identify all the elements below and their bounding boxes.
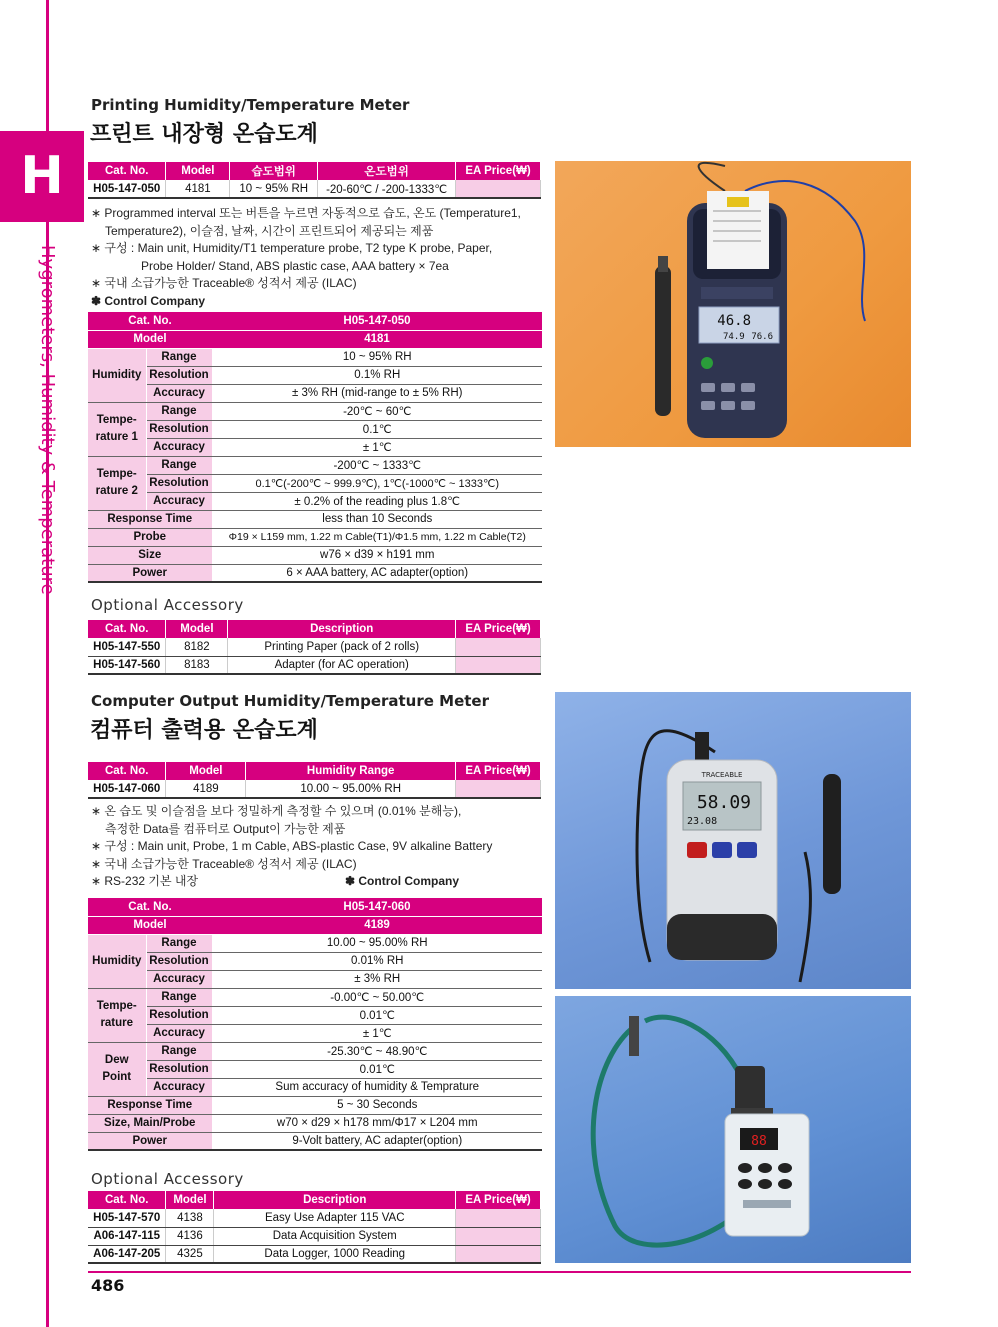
col-header: Description	[228, 620, 456, 638]
note-line: ∗ Programmed interval 또는 버튼을 누르면 자동적으로 습도, 온도 (Temperature1,	[91, 206, 521, 220]
spec-group: Tempe-rature 2	[88, 456, 146, 510]
cat-no-cell: H05-147-060	[88, 780, 166, 798]
cat-no-cell: H05-147-570	[88, 1209, 166, 1227]
section2-optional-table	[88, 1191, 541, 1264]
spec-value: ± 0.2% of the reading plus 1.8℃	[212, 492, 542, 510]
section1-title-ko: 프린트 내장형 온습도계	[90, 122, 318, 147]
humidity-range-cell: 10.00 ~ 95.00% RH	[246, 780, 456, 798]
spec-value: w70 × d29 × h178 mm/Φ17 × L204 mm	[212, 1114, 542, 1132]
svg-text:76.6: 76.6	[751, 332, 773, 342]
spec-value: H05-147-060	[212, 898, 542, 916]
model-cell: 4189	[166, 780, 246, 798]
spec-sublabel: Resolution	[146, 474, 212, 492]
price-cell	[456, 638, 541, 656]
spec-value: 4181	[212, 330, 542, 348]
spec-value: 0.1% RH	[212, 366, 542, 384]
description-cell: Data Logger, 1000 Reading	[214, 1245, 456, 1263]
spec-group: Tempe-rature	[88, 988, 146, 1042]
description-cell: Printing Paper (pack of 2 rolls)	[228, 638, 456, 656]
product-photo-rs232-device	[555, 996, 911, 1263]
section1-title-en: Printing Humidity/Temperature Meter	[91, 96, 410, 114]
rs232-device-illustration	[555, 996, 911, 1263]
spec-value: Sum accuracy of humidity & Temprature	[212, 1078, 542, 1096]
table-row	[88, 1209, 541, 1227]
cat-no-cell: H05-147-050	[88, 180, 166, 198]
col-header: Humidity Range	[246, 762, 456, 780]
col-header: Model	[166, 620, 228, 638]
spec-value: 10.00 ~ 95.00% RH	[212, 934, 542, 952]
price-cell	[456, 780, 541, 798]
humidity-range-cell: 10 ~ 95% RH	[230, 180, 318, 198]
col-header: Description	[214, 1191, 456, 1209]
spec-label: Model	[88, 330, 212, 348]
description-cell: Easy Use Adapter 115 VAC	[214, 1209, 456, 1227]
col-header: Model	[166, 1191, 214, 1209]
spec-group: Humidity	[88, 348, 146, 402]
svg-text:TRACEABLE: TRACEABLE	[701, 771, 743, 779]
section2-title-ko: 컴퓨터 출력용 온습도계	[90, 718, 318, 743]
col-header: EA Price(₩)	[456, 620, 541, 638]
section2-price-table	[88, 762, 541, 799]
note-line: ∗ 국내 소급가능한 Traceable® 성적서 제공 (ILAC)	[91, 856, 357, 871]
vertical-section-title: Hygrometers, Humidity & Temperature	[37, 245, 58, 595]
spec-sublabel: Range	[146, 988, 212, 1006]
section2-title-en: Computer Output Humidity/Temperature Meter	[91, 692, 489, 710]
note-line: ∗ 구성 : Main unit, Probe, 1 m Cable, ABS-plastic Case, 9V alkaline Battery	[91, 839, 493, 853]
section-tab-letter: H	[0, 131, 84, 222]
spec-value: 10 ~ 95% RH	[212, 348, 542, 366]
computer-meter-illustration	[555, 692, 911, 989]
spec-group: Humidity	[88, 934, 146, 988]
spec-label: Probe	[88, 528, 212, 546]
table-row	[88, 638, 541, 656]
spec-value: -25.30℃ ~ 48.90℃	[212, 1042, 542, 1060]
table-row	[88, 180, 541, 198]
spec-value: less than 10 Seconds	[212, 510, 542, 528]
spec-sublabel: Accuracy	[146, 438, 212, 456]
spec-label: Response Time	[88, 510, 212, 528]
temperature-range-cell: -20-60℃ / -200-1333℃	[318, 180, 456, 198]
brand-note: ✽ Control Company	[91, 293, 206, 308]
brand-note: ✽ Control Company	[345, 874, 460, 888]
spec-value: Φ19 × L159 mm, 1.22 m Cable(T1)/Φ1.5 mm, 1.22 m Cable(T2)	[212, 528, 542, 546]
model-cell: 8182	[166, 638, 228, 656]
spec-label: Cat. No.	[88, 312, 212, 330]
spec-sublabel: Range	[146, 402, 212, 420]
section1-spec-table	[88, 312, 542, 583]
note-line: ∗ 구성 : Main unit, Humidity/T1 temperature probe, T2 type K probe, Paper,	[91, 241, 493, 255]
product-photo-computer-meter	[555, 692, 911, 989]
spec-sublabel: Range	[146, 348, 212, 366]
note-line: ∗ 국내 소급가능한 Traceable® 성적서 제공 (ILAC)	[91, 276, 357, 290]
price-cell	[456, 180, 541, 198]
col-header: EA Price(₩)	[456, 162, 541, 180]
section1-optional-title: Optional Accessory	[91, 596, 244, 614]
spec-label: Cat. No.	[88, 898, 212, 916]
spec-value: 0.01℃	[212, 1060, 542, 1078]
col-header: Cat. No.	[88, 762, 166, 780]
spec-sublabel: Resolution	[146, 420, 212, 438]
model-cell: 8183	[166, 656, 228, 674]
printing-meter-illustration	[555, 161, 911, 447]
spec-value: ± 1℃	[212, 438, 542, 456]
spec-value: ± 3% RH (mid-range to ± 5% RH)	[212, 384, 542, 402]
spec-value: 0.01℃	[212, 1006, 542, 1024]
footer-rule	[88, 1271, 911, 1273]
spec-sublabel: Accuracy	[146, 384, 212, 402]
spec-sublabel: Range	[146, 456, 212, 474]
spec-value: 0.1℃	[212, 420, 542, 438]
spec-label: Power	[88, 1132, 212, 1150]
svg-text:46.8: 46.8	[717, 313, 751, 329]
col-header: EA Price(₩)	[456, 762, 541, 780]
price-cell	[456, 1245, 541, 1263]
spec-value: 0.01% RH	[212, 952, 542, 970]
spec-value: -20℃ ~ 60℃	[212, 402, 542, 420]
spec-sublabel: Resolution	[146, 1006, 212, 1024]
model-cell: 4136	[166, 1227, 214, 1245]
spec-sublabel: Accuracy	[146, 492, 212, 510]
spec-sublabel: Resolution	[146, 952, 212, 970]
price-cell	[456, 1209, 541, 1227]
spec-label: Size	[88, 546, 212, 564]
spec-value: -0.00℃ ~ 50.00℃	[212, 988, 542, 1006]
cat-no-cell: A06-147-205	[88, 1245, 166, 1263]
spec-value: 0.1℃(-200℃ ~ 999.9℃), 1℃(-1000℃ ~ 1333℃)	[212, 474, 542, 492]
spec-label: Response Time	[88, 1096, 212, 1114]
col-header: Model	[166, 162, 230, 180]
col-header: Cat. No.	[88, 1191, 166, 1209]
note-line: ∗ RS-232 기본 내장	[91, 874, 199, 888]
description-cell: Adapter (for AC operation)	[228, 656, 456, 674]
spec-sublabel: Accuracy	[146, 970, 212, 988]
section1-notes	[91, 205, 521, 310]
table-row	[88, 780, 541, 798]
col-header: Cat. No.	[88, 620, 166, 638]
spec-group: Dew Point	[88, 1042, 146, 1096]
model-cell: 4138	[166, 1209, 214, 1227]
section2-spec-table	[88, 898, 542, 1151]
spec-value: w76 × d39 × h191 mm	[212, 546, 542, 564]
note-line: Probe Holder/ Stand, ABS plastic case, AAA battery × 7ea	[141, 258, 449, 273]
spec-sublabel: Resolution	[146, 1060, 212, 1078]
spec-label: Power	[88, 564, 212, 582]
spec-label: Size, Main/Probe	[88, 1114, 212, 1132]
price-cell	[456, 656, 541, 674]
svg-text:88: 88	[751, 1134, 767, 1149]
spec-value: ± 1℃	[212, 1024, 542, 1042]
col-header: 습도범위	[230, 162, 318, 180]
section1-price-table	[88, 162, 541, 199]
spec-value: 4189	[212, 916, 542, 934]
spec-value: H05-147-050	[212, 312, 542, 330]
description-cell: Data Acquisition System	[214, 1227, 456, 1245]
spec-value: 9-Volt battery, AC adapter(option)	[212, 1132, 542, 1150]
svg-text:23.08: 23.08	[687, 816, 718, 827]
cat-no-cell: H05-147-560	[88, 656, 166, 674]
svg-text:58.09: 58.09	[696, 792, 751, 813]
table-row	[88, 656, 541, 674]
product-photo-printing-meter	[555, 161, 911, 447]
section2-optional-title: Optional Accessory	[91, 1170, 244, 1188]
spec-sublabel: Resolution	[146, 366, 212, 384]
col-header: 온도범위	[318, 162, 456, 180]
col-header: EA Price(₩)	[456, 1191, 541, 1209]
col-header: Cat. No.	[88, 162, 166, 180]
cat-no-cell: A06-147-115	[88, 1227, 166, 1245]
spec-sublabel: Range	[146, 1042, 212, 1060]
note-line: ∗ 온 습도 및 이슬점을 보다 정밀하게 측정할 수 있으며 (0.01% 분해능),	[91, 804, 462, 818]
spec-value: 5 ~ 30 Seconds	[212, 1096, 542, 1114]
model-cell: 4181	[166, 180, 230, 198]
section1-optional-table	[88, 620, 541, 675]
spec-sublabel: Accuracy	[146, 1078, 212, 1096]
table-row	[88, 1227, 541, 1245]
spec-value: -200℃ ~ 1333℃	[212, 456, 542, 474]
spec-label: Model	[88, 916, 212, 934]
price-cell	[456, 1227, 541, 1245]
cat-no-cell: H05-147-550	[88, 638, 166, 656]
note-line: 측정한 Data를 컴퓨터로 Output이 가능한 제품	[105, 821, 346, 836]
spec-sublabel: Range	[146, 934, 212, 952]
col-header: Model	[166, 762, 246, 780]
spec-group: Tempe-rature 1	[88, 402, 146, 456]
model-cell: 4325	[166, 1245, 214, 1263]
note-line: Temperature2), 이슬점, 날짜, 시간이 프린트되어 제공되는 제품	[105, 223, 434, 238]
spec-value: 6 × AAA battery, AC adapter(option)	[212, 564, 542, 582]
spec-sublabel: Accuracy	[146, 1024, 212, 1042]
table-row	[88, 1245, 541, 1263]
spec-value: ± 3% RH	[212, 970, 542, 988]
svg-text:74.9: 74.9	[723, 332, 745, 342]
page-number: 486	[91, 1276, 125, 1295]
